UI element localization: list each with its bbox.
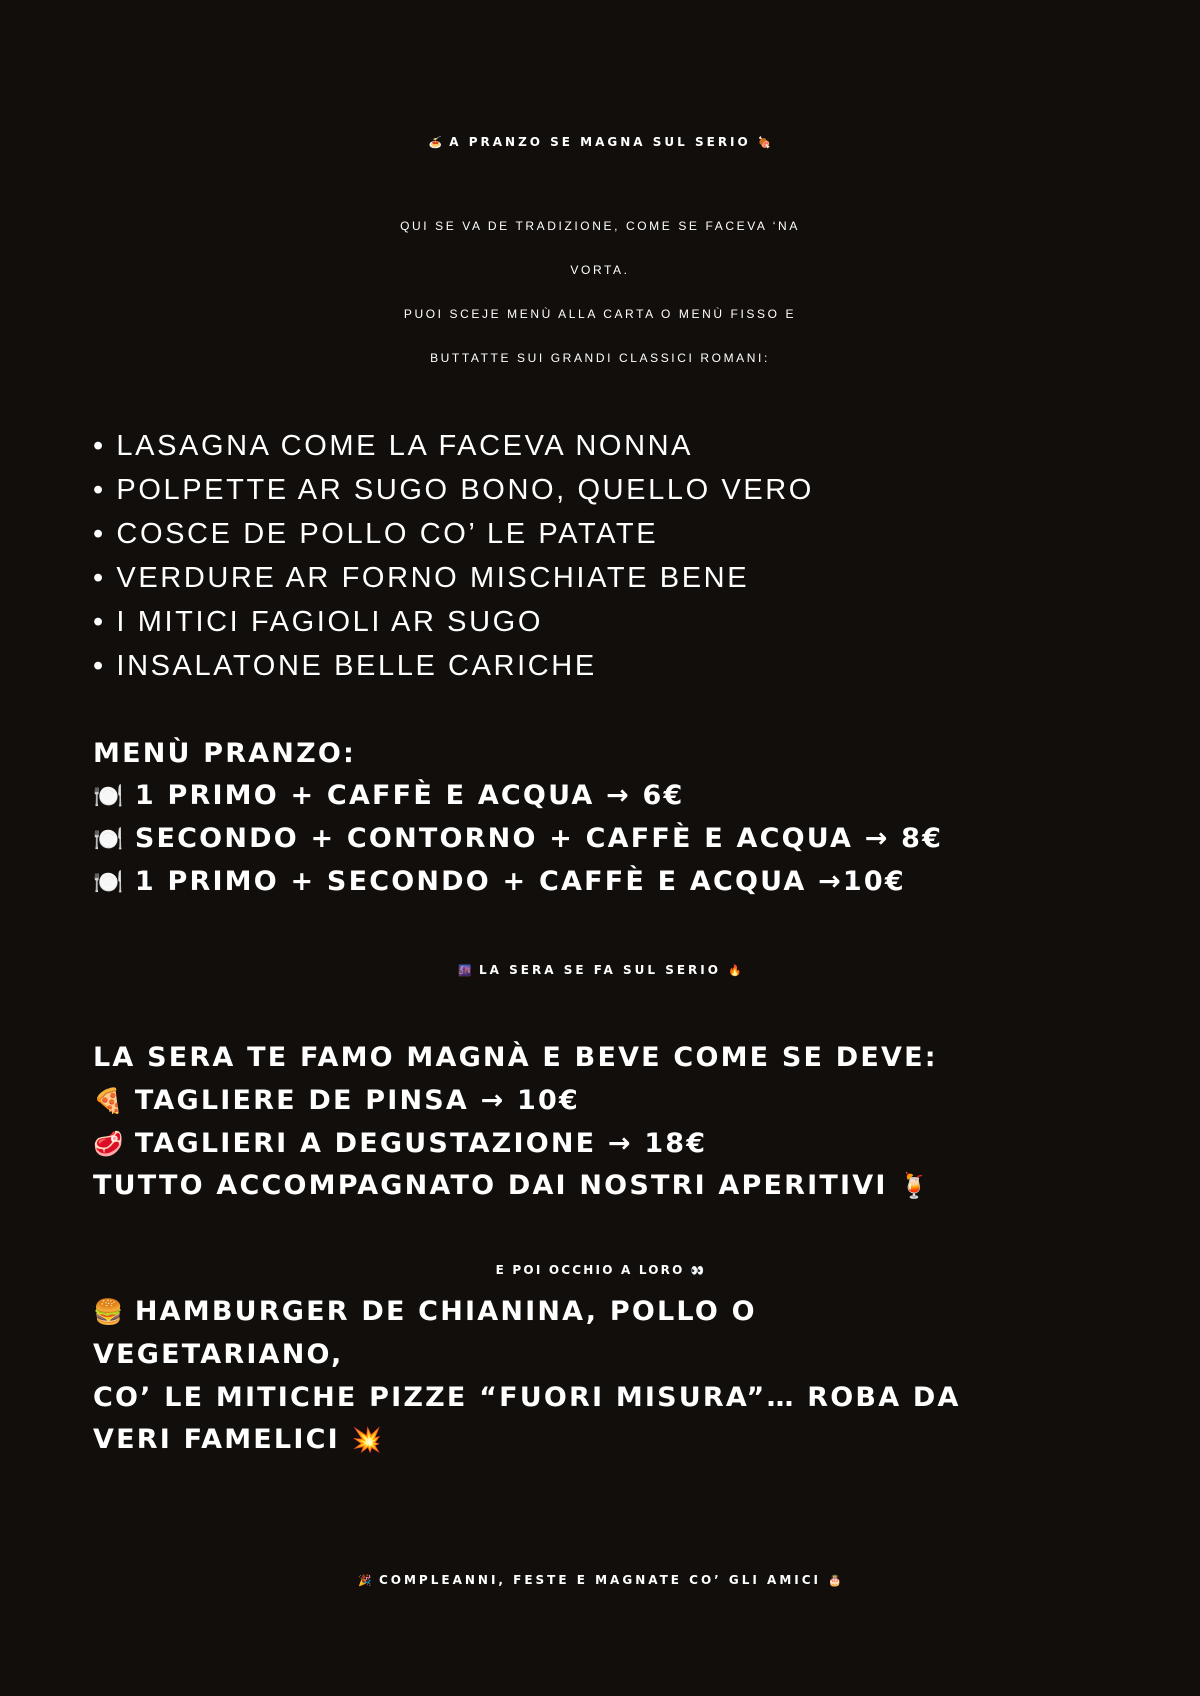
lunch-menu-item-text: 1 PRIMO + CAFFÈ E ACQUA → 6€: [134, 780, 685, 811]
evening-item-text: TAGLIERE DE PINSA → 10€: [134, 1085, 580, 1116]
explosion-icon: 💥: [351, 1425, 382, 1454]
lunch-title: [0, 120, 1200, 165]
extra-line: [93, 1422, 382, 1458]
lunch-intro-line-2: VORTA.: [570, 263, 630, 277]
lunch-intro-line-3: PUOI SCEJE MENÙ ALLA CARTA O MENÙ FISSO E: [403, 307, 797, 321]
fire-icon: 🔥: [728, 964, 742, 977]
dish-item: • I MITICI FAGIOLI AR SUGO: [93, 606, 543, 638]
cake-icon: 🎂: [828, 1574, 842, 1587]
meat-icon: 🍖: [757, 136, 772, 149]
evening-item: [93, 1083, 580, 1119]
evening-intro: LA SERA TE FAMO MAGNÀ E BEVE COME SE DEVE:: [93, 1042, 938, 1073]
dish-item: • VERDURE AR FORNO MISCHIATE BENE: [93, 562, 750, 594]
cocktail-icon: 🍹: [899, 1171, 930, 1200]
eyes-icon: 👀: [690, 1264, 705, 1277]
pizza-icon: 🍕: [93, 1086, 124, 1115]
lunch-menu-item: [93, 778, 684, 814]
dish-item: • INSALATONE BELLE CARICHE: [93, 650, 597, 682]
extra-line: VEGETARIANO,: [93, 1339, 344, 1370]
lunch-menu-item: [93, 864, 906, 900]
dish-item: • LASAGNA COME LA FACEVA NONNA: [93, 430, 694, 462]
dish-item: • POLPETTE AR SUGO BONO, QUELLO VERO: [93, 474, 814, 506]
extra-title: [0, 1252, 1200, 1289]
evening-title: [0, 948, 1200, 993]
extra-line: [93, 1294, 757, 1330]
evening-aperitivi: [93, 1168, 929, 1204]
extra-line-text: HAMBURGER DE CHIANINA, POLLO O: [134, 1296, 757, 1327]
plate-icon: 🍽️: [93, 781, 124, 810]
extra-line: CO’ LE MITICHE PIZZE “FUORI MISURA”… ROBA DA: [93, 1382, 961, 1413]
pasta-icon: 🍝: [428, 136, 443, 149]
plate-icon: 🍽️: [93, 867, 124, 896]
lunch-menu-item: [93, 821, 943, 857]
evening-title-text: LA SERA SE FA SUL SERIO: [479, 963, 721, 977]
party-popper-icon: 🎉: [358, 1574, 372, 1587]
extra-line-text: VERI FAMELICI: [93, 1424, 340, 1455]
evening-item: [93, 1126, 707, 1162]
party-title: [0, 1558, 1200, 1603]
lunch-menu-item-text: SECONDO + CONTORNO + CAFFÈ E ACQUA → 8€: [134, 823, 944, 854]
extra-title-text: E POI OCCHIO A LORO: [495, 1263, 685, 1277]
party-title-text: COMPLEANNI, FESTE E MAGNATE CO’ GLI AMICI: [378, 1573, 822, 1587]
burger-icon: 🍔: [93, 1297, 124, 1326]
city-dusk-icon: 🌆: [458, 964, 472, 977]
plate-icon: 🍽️: [93, 824, 124, 853]
aperitivi-text: TUTTO ACCOMPAGNATO DAI NOSTRI APERITIVI: [93, 1170, 888, 1201]
lunch-menu-title: MENÙ PRANZO:: [93, 738, 357, 769]
lunch-menu-item-text: 1 PRIMO + SECONDO + CAFFÈ E ACQUA →10€: [134, 866, 906, 897]
lunch-title-text: A PRANZO SE MAGNA SUL SERIO: [449, 135, 751, 149]
lunch-intro-line-1: QUI SE VA DE TRADIZIONE, COME SE FACEVA ‘NA: [400, 219, 800, 233]
lunch-intro-line-4: BUTTATTE SUI GRANDI CLASSICI ROMANI:: [430, 351, 770, 365]
steak-icon: 🥩: [93, 1129, 124, 1158]
dish-item: • COSCE DE POLLO CO’ LE PATATE: [93, 518, 659, 550]
evening-item-text: TAGLIERI A DEGUSTAZIONE → 18€: [134, 1128, 708, 1159]
